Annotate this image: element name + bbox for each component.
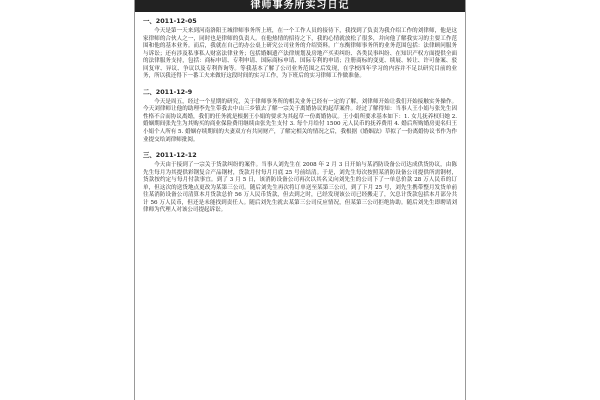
diary-entry-3 bbox=[143, 150, 457, 215]
entry-date: 一、2011-12-05 bbox=[143, 17, 197, 25]
diary-entry-2 bbox=[143, 87, 457, 144]
entry-paragraph: 今天是周五，经过一个星期的研究，关于律师事务所的相关业务已经有一定的了解，刘律师开始让我们开始接触实务操作。今天刘律师让他的助理李先生带我去中山三乡镇去了解一宗关于离婚协议的起草案件。经过了解得知：当事人王小娟与张先生因性格不合而协议离婚，我们的任务就是根据王小娟的要求为其起草一份离婚协议。王小娟所要求基本如下：1. 女儿抚养权归她 2. 婚姻期间张先生为其购买的商业保险费用继续由张先生支付 3. 每个月给付 1500 元人民币的抚养费用 4. 婚后所购婚房更名归王小娟个人所有 5. 婚姻存续期间的夫妻双方有共同财产，了解完相关的情况之后，我根据《婚姻法》草拟了一份离婚协议书作为作业提交给刘律师批阅。 bbox=[143, 98, 457, 143]
entry-paragraph: 今天是第一天来到河南洛阳王城律师事务所上班，在一个工作人员的接待下，我找到了负责为我介绍工作的刘律师，他是这家律师的合伙人之一，同时也是律师的负责人。在他热情的招待之下，我的心情就放松了很多，并向他了解我实习的主要工作范围和他的基本业务。而后，我就在自己的办公桌上研究公司业务的介绍资料。广东衡律师事务所的业务范围包括：法律顾问服务与诉讼；还有涉及私事私人财富法律业务；包括婚姻遗产法律规划及房地产买卖纠纷、各类民事纠纷、在知识产权方面提供全面的法律服务支持，包括：商标申请、专利申请、国际商标申请、国际专利的申请；注册商标的变更、续展、转让、许可备案、驳回复审、异议、争议以及专利咨询等。等我基本了解了公司业务范围之后发现，在学校四年学习的内容并不足以研究目前的业务，所以我还得下一番工夫来做好这段时间的实习工作，为下班后的实习律师工作做准备。 bbox=[143, 28, 457, 80]
entry-date: 二、2011-12-9 bbox=[143, 87, 193, 96]
document-page bbox=[134, 0, 466, 400]
diary-content bbox=[135, 12, 465, 215]
document-title: 律师事务所实习日记 bbox=[135, 0, 465, 12]
entry-paragraph: 今天由于接到了一宗关于货款纠纷的案件。当事人刘先生在 2008 年 2 月 3 日开始与某消防设备公司达成供货协议，由陈先生每月为其提供彩钢复合产品钢材，货款月付每月月底 25 号前结清。于是，刘先生每次按照某消防设备公司提供所需钢材，货款按约定与每月付款事宜。到了 3 月 5 日，该消防设备公司再次以其名义向刘先生的公司下了一单总价款 28 万人民币的订单，但这次的送货地点更改为某第三公司。随后刘先生再次将订单送至某第三公司，到了下月 25 号，刘先生携带整月发货单前往某消防设备公司清算本月货款总价 56 万人民币货款，但去到之时，已经发现该公司已经搬走了，欠总计货款包括本月部分共计 56 万人民币，但还是未能找到责任人。随后刘先生就去某第三公司反应情况，但某第三公司拒绝协助。随后刘先生即聘请刘律师为代理人对该公司提起诉讼。 bbox=[143, 162, 457, 214]
entry-date: 三、2011-12-12 bbox=[143, 151, 197, 160]
diary-entry-1 bbox=[143, 16, 457, 81]
